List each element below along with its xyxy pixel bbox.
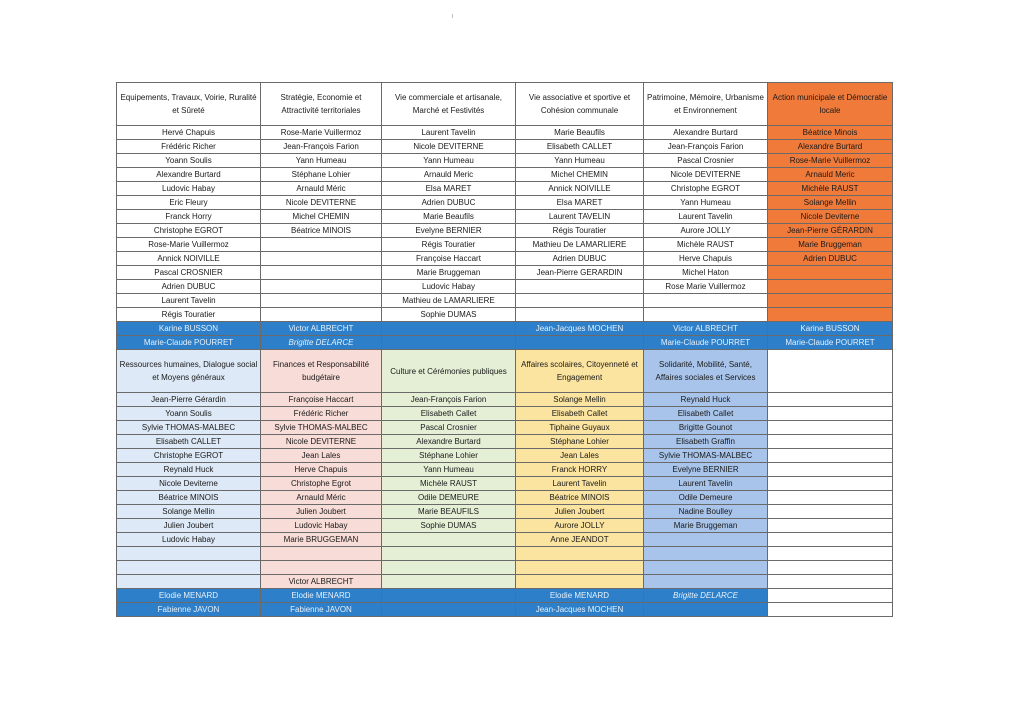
member-cell: Franck HORRY <box>516 463 644 477</box>
member-cell: Marie BRUGGEMAN <box>261 533 382 547</box>
table-row <box>117 238 893 252</box>
table-row <box>117 519 893 533</box>
member-cell <box>768 421 893 435</box>
member-cell: Laurent Tavelin <box>117 294 261 308</box>
member-cell: Nicole DEVITERNE <box>644 168 768 182</box>
member-cell <box>261 280 382 294</box>
member-cell <box>768 407 893 421</box>
member-cell: Régis Touratier <box>516 224 644 238</box>
member-cell: Yann Humeau <box>516 154 644 168</box>
member-cell <box>768 393 893 407</box>
committee-table-body <box>117 83 893 617</box>
table-row <box>117 463 893 477</box>
member-cell: Pascal CROSNIER <box>117 266 261 280</box>
member-cell: Pascal Crosnier <box>382 421 516 435</box>
member-cell: Laurent TAVELIN <box>516 210 644 224</box>
member-cell: Marie Bruggeman <box>382 266 516 280</box>
member-cell: Alexandre Burtard <box>382 435 516 449</box>
member-cell: Marie Beaufils <box>382 210 516 224</box>
table-row <box>117 210 893 224</box>
member-cell: Yann Humeau <box>382 463 516 477</box>
member-cell: Solange Mellin <box>768 196 893 210</box>
table-row <box>117 449 893 463</box>
member-cell: Herve Chapuis <box>644 252 768 266</box>
staff-cell: Fabienne JAVON <box>261 603 382 617</box>
member-cell <box>768 575 893 589</box>
member-cell: Evelyne BERNIER <box>644 463 768 477</box>
member-cell <box>644 561 768 575</box>
member-cell: Michel Haton <box>644 266 768 280</box>
member-cell <box>117 561 261 575</box>
member-cell: Odile Demeure <box>644 491 768 505</box>
staff-cell: Karine BUSSON <box>117 322 261 336</box>
member-cell <box>261 308 382 322</box>
staff-cell: Karine BUSSON <box>768 322 893 336</box>
member-cell <box>382 575 516 589</box>
member-cell: Jean-François Farion <box>261 140 382 154</box>
member-cell: Julien Joubert <box>117 519 261 533</box>
staff-cell: Elodie MENARD <box>516 589 644 603</box>
member-cell <box>382 533 516 547</box>
member-cell: Rose-Marie Vuillermoz <box>117 238 261 252</box>
table-row <box>117 294 893 308</box>
member-cell: Adrien DUBUC <box>117 280 261 294</box>
member-cell: Marie Beaufils <box>516 126 644 140</box>
member-cell: Stéphane Lohier <box>516 435 644 449</box>
bottom-column-header: Affaires scolaires, Citoyenneté et Engagement <box>516 350 644 393</box>
member-cell: Arnauld Méric <box>261 182 382 196</box>
member-cell <box>117 575 261 589</box>
member-cell <box>382 561 516 575</box>
member-cell: Nadine Boulley <box>644 505 768 519</box>
table-row <box>117 561 893 575</box>
bottom-header-row <box>117 350 893 393</box>
bottom-staff-row <box>117 589 893 603</box>
member-cell <box>768 533 893 547</box>
member-cell: Béatrice MINOIS <box>117 491 261 505</box>
member-cell: Adrien DUBUC <box>382 196 516 210</box>
member-cell: Régis Touratier <box>117 308 261 322</box>
member-cell: Annick NOIVILLE <box>117 252 261 266</box>
member-cell <box>768 491 893 505</box>
member-cell: Brigitte Gounot <box>644 421 768 435</box>
member-cell: Elisabeth CALLET <box>117 435 261 449</box>
table-row <box>117 575 893 589</box>
member-cell: Ludovic Habay <box>382 280 516 294</box>
member-cell <box>516 280 644 294</box>
table-row <box>117 547 893 561</box>
staff-cell <box>644 603 768 617</box>
member-cell: Sophie DUMAS <box>382 308 516 322</box>
staff-cell: Jean-Jacques MOCHEN <box>516 322 644 336</box>
member-cell <box>768 266 893 280</box>
top-column-header: Patrimoine, Mémoire, Urbanisme et Environnement <box>644 83 768 126</box>
member-cell: Rose-Marie Vuillermoz <box>768 154 893 168</box>
member-cell <box>768 449 893 463</box>
table-row <box>117 196 893 210</box>
table-row <box>117 126 893 140</box>
member-cell: Rose Marie Vuillermoz <box>644 280 768 294</box>
member-cell: Hervé Chapuis <box>117 126 261 140</box>
top-column-header: Action municipale et Démocratie locale <box>768 83 893 126</box>
member-cell: Marie BEAUFILS <box>382 505 516 519</box>
top-column-header: Stratégie, Economie et Attractivité territoriales <box>261 83 382 126</box>
member-cell <box>644 575 768 589</box>
staff-cell: Marie-Claude POURRET <box>644 336 768 350</box>
member-cell: Jean-François Farion <box>644 140 768 154</box>
member-cell: Elisabeth Graffin <box>644 435 768 449</box>
member-cell: Annick NOIVILLE <box>516 182 644 196</box>
table-row <box>117 168 893 182</box>
member-cell <box>261 266 382 280</box>
member-cell: Tiphaine Guyaux <box>516 421 644 435</box>
table-row <box>117 407 893 421</box>
member-cell: Marie Bruggeman <box>768 238 893 252</box>
table-row <box>117 280 893 294</box>
member-cell: Alexandre Burtard <box>117 168 261 182</box>
member-cell <box>768 308 893 322</box>
member-cell: Mathieu de LAMARLIERE <box>382 294 516 308</box>
member-cell: Mathieu De LAMARLIERE <box>516 238 644 252</box>
member-cell <box>261 547 382 561</box>
member-cell: Sophie DUMAS <box>382 519 516 533</box>
committee-table <box>116 82 893 617</box>
member-cell <box>644 294 768 308</box>
member-cell <box>644 547 768 561</box>
member-cell <box>768 547 893 561</box>
member-cell: Victor ALBRECHT <box>261 575 382 589</box>
member-cell: Christophe EGROT <box>117 224 261 238</box>
member-cell: Laurent Tavelin <box>644 210 768 224</box>
member-cell: Elisabeth Callet <box>516 407 644 421</box>
member-cell <box>768 561 893 575</box>
staff-cell <box>382 336 516 350</box>
table-row <box>117 140 893 154</box>
member-cell: Stéphane Lohier <box>261 168 382 182</box>
member-cell: Michel CHEMIN <box>261 210 382 224</box>
member-cell: Adrien DUBUC <box>516 252 644 266</box>
member-cell: Yann Humeau <box>644 196 768 210</box>
member-cell <box>382 547 516 561</box>
table-row <box>117 533 893 547</box>
member-cell: Adrien DUBUC <box>768 252 893 266</box>
member-cell <box>768 435 893 449</box>
member-cell: Solange Mellin <box>117 505 261 519</box>
member-cell <box>516 294 644 308</box>
member-cell: Nicole DEVITERNE <box>261 435 382 449</box>
bottom-staff-row <box>117 603 893 617</box>
member-cell: Yoann Soulis <box>117 407 261 421</box>
member-cell: Stéphane Lohier <box>382 449 516 463</box>
member-cell: Julien Joubert <box>516 505 644 519</box>
member-cell <box>768 280 893 294</box>
member-cell: Jean-Pierre Gérardin <box>117 393 261 407</box>
member-cell <box>768 294 893 308</box>
staff-cell: Jean-Jacques MOCHEN <box>516 603 644 617</box>
member-cell: Régis Touratier <box>382 238 516 252</box>
table-row <box>117 393 893 407</box>
member-cell: Nicole DEVITERNE <box>382 140 516 154</box>
member-cell: Michèle RAUST <box>644 238 768 252</box>
member-cell: Ludovic Habay <box>117 182 261 196</box>
staff-cell <box>382 603 516 617</box>
member-cell: Nicole Deviterne <box>768 210 893 224</box>
member-cell: Jean-Pierre GÉRARDIN <box>768 224 893 238</box>
member-cell: Christophe EGROT <box>117 449 261 463</box>
staff-cell: Marie-Claude POURRET <box>117 336 261 350</box>
table-row <box>117 421 893 435</box>
member-cell: Reynald Huck <box>117 463 261 477</box>
member-cell: Nicole DEVITERNE <box>261 196 382 210</box>
member-cell <box>768 477 893 491</box>
table-row <box>117 252 893 266</box>
member-cell: Arnauld Meric <box>768 168 893 182</box>
member-cell: Michel CHEMIN <box>516 168 644 182</box>
member-cell <box>516 575 644 589</box>
top-staff-row <box>117 322 893 336</box>
table-row <box>117 308 893 322</box>
member-cell: Yann Humeau <box>382 154 516 168</box>
member-cell <box>644 308 768 322</box>
member-cell: Françoise Haccart <box>382 252 516 266</box>
member-cell: Aurore JOLLY <box>516 519 644 533</box>
member-cell: Alexandre Burtard <box>768 140 893 154</box>
member-cell <box>768 519 893 533</box>
member-cell: Ludovic Habay <box>261 519 382 533</box>
scan-speck <box>452 14 453 18</box>
member-cell <box>261 238 382 252</box>
member-cell: Jean-François Farion <box>382 393 516 407</box>
member-cell: Pascal Crosnier <box>644 154 768 168</box>
member-cell: Laurent Tavelin <box>644 477 768 491</box>
member-cell: Franck Horry <box>117 210 261 224</box>
member-cell: Jean Lales <box>261 449 382 463</box>
member-cell: Nicole Deviterne <box>117 477 261 491</box>
staff-cell: Fabienne JAVON <box>117 603 261 617</box>
member-cell: Elsa MARET <box>382 182 516 196</box>
member-cell: Arnauld Meric <box>382 168 516 182</box>
member-cell: Yann Humeau <box>261 154 382 168</box>
staff-cell <box>382 589 516 603</box>
staff-cell: Marie-Claude POURRET <box>768 336 893 350</box>
bottom-column-header: Finances et Responsabilité budgétaire <box>261 350 382 393</box>
member-cell: Béatrice MINOIS <box>516 491 644 505</box>
member-cell: Christophe Egrot <box>261 477 382 491</box>
member-cell: Odile DEMEURE <box>382 491 516 505</box>
member-cell: Béatrice MINOIS <box>261 224 382 238</box>
member-cell <box>644 533 768 547</box>
bottom-column-header: Culture et Cérémonies publiques <box>382 350 516 393</box>
member-cell <box>516 308 644 322</box>
member-cell: Evelyne BERNIER <box>382 224 516 238</box>
staff-cell: Victor ALBRECHT <box>261 322 382 336</box>
staff-cell: Brigitte DELARCE <box>644 589 768 603</box>
table-row <box>117 491 893 505</box>
member-cell: Julien Joubert <box>261 505 382 519</box>
member-cell <box>768 463 893 477</box>
member-cell <box>117 547 261 561</box>
member-cell: Sylvie THOMAS-MALBEC <box>644 449 768 463</box>
member-cell <box>261 252 382 266</box>
member-cell: Eric Fleury <box>117 196 261 210</box>
top-header-row <box>117 83 893 126</box>
top-column-header: Equipements, Travaux, Voirie, Ruralité et Sûreté <box>117 83 261 126</box>
member-cell: Herve Chapuis <box>261 463 382 477</box>
member-cell: Béatrice Minois <box>768 126 893 140</box>
staff-cell <box>768 603 893 617</box>
member-cell: Laurent Tavelin <box>516 477 644 491</box>
member-cell: Michèle RAUST <box>382 477 516 491</box>
staff-cell: Elodie MENARD <box>117 589 261 603</box>
member-cell: Arnauld Méric <box>261 491 382 505</box>
member-cell: Sylvie THOMAS-MALBEC <box>261 421 382 435</box>
member-cell: Alexandre Burtard <box>644 126 768 140</box>
member-cell: Aurore JOLLY <box>644 224 768 238</box>
member-cell <box>516 561 644 575</box>
member-cell: Solange Mellin <box>516 393 644 407</box>
table-row <box>117 435 893 449</box>
member-cell: Laurent Tavelin <box>382 126 516 140</box>
member-cell: Sylvie THOMAS-MALBEC <box>117 421 261 435</box>
staff-cell: Brigitte DELARCE <box>261 336 382 350</box>
table-row <box>117 224 893 238</box>
member-cell <box>261 561 382 575</box>
member-cell: Elsa MARET <box>516 196 644 210</box>
member-cell: Christophe EGROT <box>644 182 768 196</box>
top-staff-row <box>117 336 893 350</box>
staff-cell: Elodie MENARD <box>261 589 382 603</box>
member-cell: Rose-Marie Vuillermoz <box>261 126 382 140</box>
member-cell: Jean Lales <box>516 449 644 463</box>
member-cell <box>261 294 382 308</box>
member-cell <box>516 547 644 561</box>
member-cell: Françoise Haccart <box>261 393 382 407</box>
staff-cell <box>768 589 893 603</box>
top-column-header: Vie associative et sportive et Cohésion communale <box>516 83 644 126</box>
bottom-column-header: Ressources humaines, Dialogue social et Moyens généraux <box>117 350 261 393</box>
member-cell: Frédéric Richer <box>117 140 261 154</box>
committee-sheet <box>116 82 892 617</box>
staff-cell <box>382 322 516 336</box>
member-cell: Anne JEANDOT <box>516 533 644 547</box>
member-cell: Ludovic Habay <box>117 533 261 547</box>
member-cell: Elisabeth Callet <box>382 407 516 421</box>
bottom-column-header <box>768 350 893 393</box>
staff-cell <box>516 336 644 350</box>
member-cell: Reynald Huck <box>644 393 768 407</box>
top-column-header: Vie commerciale et artisanale, Marché et Festivités <box>382 83 516 126</box>
member-cell: Elisabeth Callet <box>644 407 768 421</box>
member-cell: Frédéric Richer <box>261 407 382 421</box>
table-row <box>117 154 893 168</box>
member-cell: Elisabeth CALLET <box>516 140 644 154</box>
member-cell: Michèle RAUST <box>768 182 893 196</box>
bottom-column-header: Solidarité, Mobilité, Santé, Affaires sociales et Services <box>644 350 768 393</box>
member-cell: Jean-Pierre GERARDIN <box>516 266 644 280</box>
table-row <box>117 477 893 491</box>
member-cell: Yoann Soulis <box>117 154 261 168</box>
member-cell: Marie Bruggeman <box>644 519 768 533</box>
table-row <box>117 182 893 196</box>
member-cell <box>768 505 893 519</box>
table-row <box>117 266 893 280</box>
table-row <box>117 505 893 519</box>
staff-cell: Victor ALBRECHT <box>644 322 768 336</box>
